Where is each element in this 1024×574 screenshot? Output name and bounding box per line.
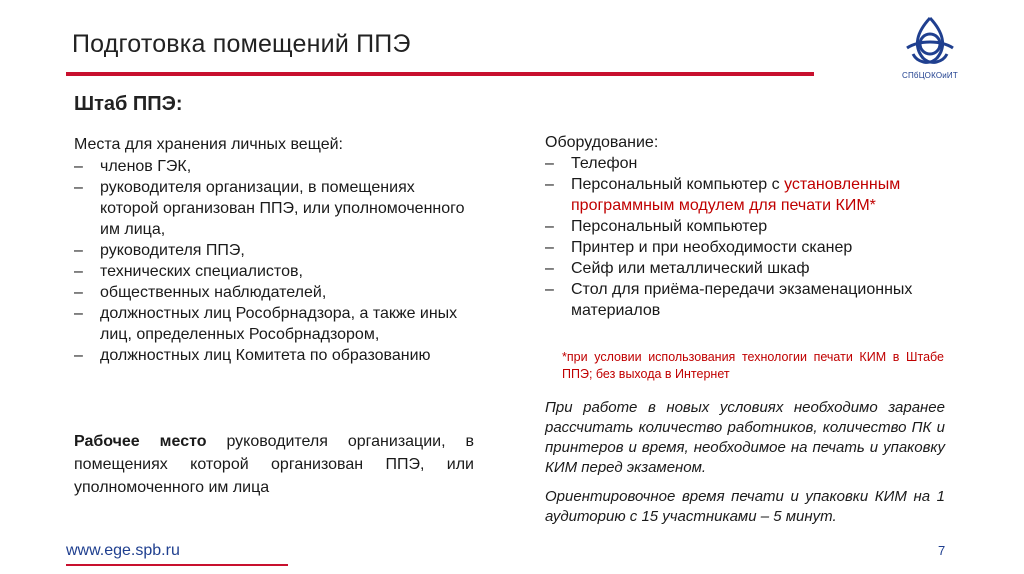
- list-item: [74, 303, 474, 345]
- slide-title: Подготовка помещений ППЭ: [72, 30, 411, 58]
- equipment-section: [545, 132, 955, 321]
- logo-caption: СПбЦОКОиИТ: [902, 71, 958, 80]
- dash-bullet: –: [545, 260, 554, 277]
- list-item: [74, 261, 474, 282]
- list-item-text: Персональный компьютер с: [571, 176, 785, 193]
- list-item: [545, 258, 955, 279]
- page-number: 7: [938, 543, 946, 558]
- list-item: [74, 240, 474, 261]
- storage-heading: Места для хранения личных вещей:: [74, 136, 343, 153]
- dash-bullet: –: [74, 305, 83, 322]
- footnote: *при условии использования технологии печати КИМ в Штабе ППЭ; без выхода в Интернет: [562, 350, 944, 381]
- list-item: [545, 279, 955, 321]
- dash-bullet: –: [74, 242, 83, 259]
- list-item: [74, 345, 474, 366]
- timing-note: Ориентировочное время печати и упаковки КИМ на 1 аудиторию с 15 участниками – 5 минут.: [545, 488, 945, 525]
- dash-bullet: –: [545, 176, 554, 193]
- dash-bullet: –: [545, 239, 554, 256]
- workplace-paragraph: [74, 430, 474, 499]
- storage-list: [74, 156, 474, 366]
- title-divider: [66, 72, 814, 76]
- list-item: [74, 156, 474, 177]
- list-item: [74, 177, 474, 240]
- planning-note: При работе в новых условиях необходимо заранее рассчитать количество работников, количество ПК и принтеров и время, необходимое на печать и упаковку КИМ перед экзаменом.: [545, 399, 945, 476]
- footer-divider: [66, 564, 288, 566]
- equipment-list: [545, 153, 955, 321]
- workplace-bold: Рабочее место: [74, 433, 207, 450]
- list-item-text: руководителя организации, в помещениях которой организован ППЭ, или уполномоченного им лица,: [100, 179, 465, 238]
- dash-bullet: –: [545, 218, 554, 235]
- list-item: [545, 216, 955, 237]
- section-subtitle: Штаб ППЭ:: [74, 93, 183, 115]
- list-item-text: членов ГЭК,: [100, 158, 192, 175]
- list-item-text: технических специалистов,: [100, 263, 303, 280]
- list-item-text: общественных наблюдателей,: [100, 284, 327, 301]
- list-item: [74, 282, 474, 303]
- list-item-text: Телефон: [571, 155, 638, 172]
- dash-bullet: –: [74, 263, 83, 280]
- list-item-text: Сейф или металлический шкаф: [571, 260, 810, 277]
- list-item: [545, 153, 955, 174]
- list-item-text: Стол для приёма-передачи экзаменационных материалов: [571, 281, 913, 319]
- list-item-text: Персональный компьютер: [571, 218, 768, 235]
- footer-link[interactable]: www.ege.spb.ru: [66, 542, 180, 559]
- triquetra-logo-icon: [901, 14, 959, 72]
- dash-bullet: –: [74, 284, 83, 301]
- list-item: [545, 237, 955, 258]
- list-item-highlight: установленным программным модулем для печати КИМ*: [571, 176, 901, 214]
- workplace-text: руководителя организации, в помещениях которой организован ППЭ, или уполномоченного им лица: [74, 433, 474, 496]
- list-item: [545, 174, 955, 216]
- list-item-text: руководителя ППЭ,: [100, 242, 245, 259]
- storage-section: [74, 134, 474, 366]
- dash-bullet: –: [545, 281, 554, 298]
- logo: [897, 14, 963, 84]
- dash-bullet: –: [74, 179, 83, 196]
- dash-bullet: –: [74, 347, 83, 364]
- list-item-text: Принтер и при необходимости сканер: [571, 239, 853, 256]
- list-item-text: должностных лиц Комитета по образованию: [100, 347, 431, 364]
- dash-bullet: –: [545, 155, 554, 172]
- dash-bullet: –: [74, 158, 83, 175]
- equipment-heading: Оборудование:: [545, 134, 659, 151]
- list-item-text: должностных лиц Рособрнадзора, а также иных лиц, определенных Рособрнадзором,: [100, 305, 458, 343]
